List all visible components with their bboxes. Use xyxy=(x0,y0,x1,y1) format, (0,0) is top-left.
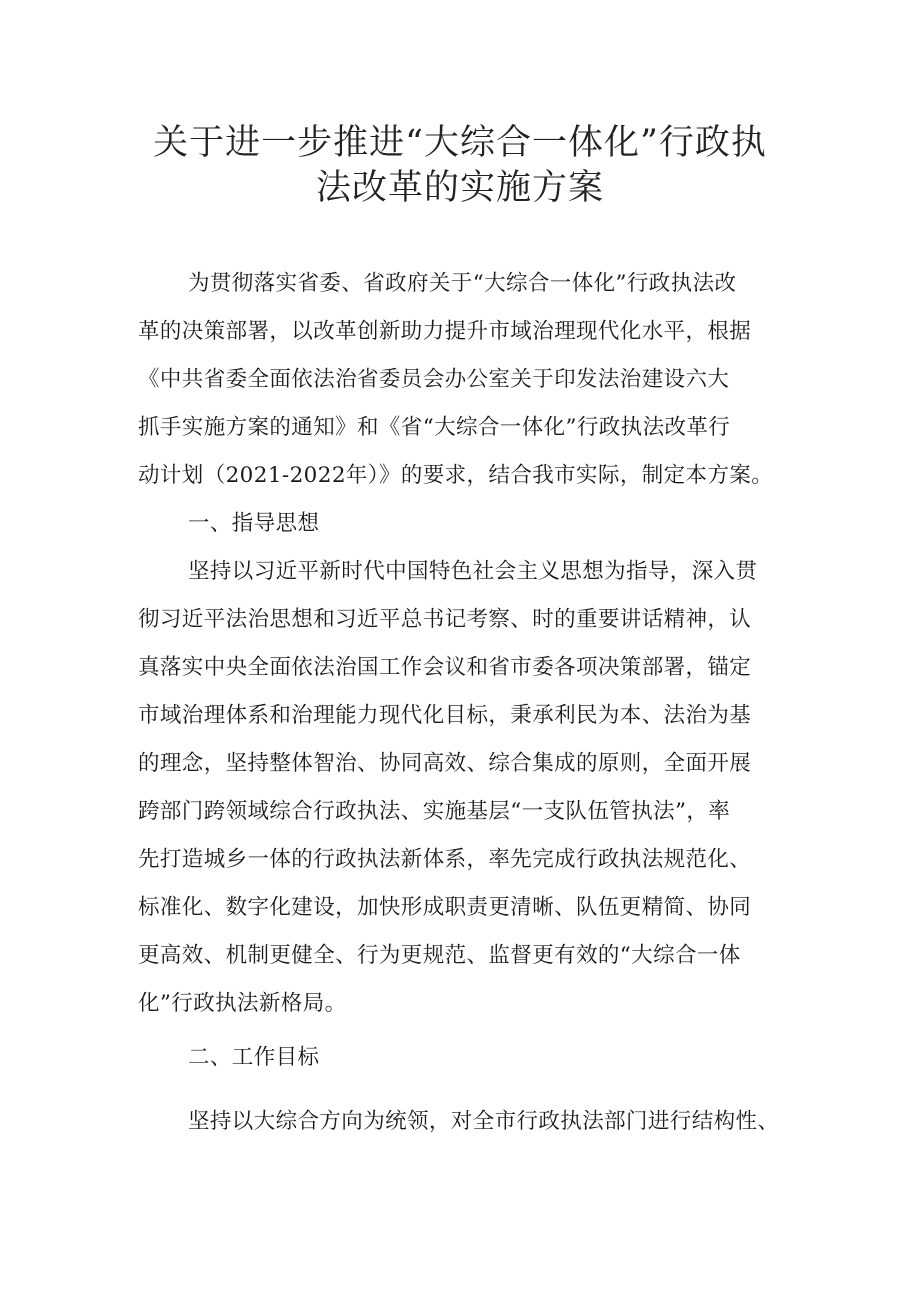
section-2-line-1: 坚持以大综合方向为统领，对全市行政执法部门进行结构性、 xyxy=(188,1109,780,1134)
section-2-heading: 二、工作目标 xyxy=(188,1045,320,1070)
document-title-line-2: 法改革的实施方案 xyxy=(315,168,604,208)
section-1-line-8: 标准化、数字化建设，加快形成职责更清晰、队伍更精简、协同 xyxy=(138,895,752,920)
section-1-line-7: 先打造城乡一体的行政执法新体系，率先完成行政执法规范化、 xyxy=(138,847,752,872)
section-1-line-4: 市域治理体系和治理能力现代化目标，秉承利民为本、法治为基 xyxy=(138,703,752,728)
document-title-line-1: 关于进一步推进“大综合一体化”行政执 xyxy=(153,123,767,163)
intro-line-3: 《中共省委全面依法治省委员会办公室关于印发法治建设六大 xyxy=(138,367,730,392)
section-1-line-2: 彻习近平法治思想和习近平总书记考察、时的重要讲话精神，认 xyxy=(138,607,752,632)
intro-line-5: 动计划（2021-2022年）》的要求，结合我市实际，制定本方案。 xyxy=(138,463,774,488)
intro-line-2: 革的决策部署，以改革创新助力提升市域治理现代化水平，根据 xyxy=(138,319,752,344)
intro-line-4: 抓手实施方案的通知》和《省“大综合一体化”行政执法改革行 xyxy=(138,415,731,440)
section-1-line-1: 坚持以习近平新时代中国特色社会主义思想为指导，深入贯 xyxy=(188,559,758,584)
section-1-line-3: 真落实中央全面依法治国工作会议和省市委各项决策部署，锚定 xyxy=(138,655,752,680)
section-1-line-10: 化”行政执法新格局。 xyxy=(138,991,347,1016)
section-1-line-5: 的理念，坚持整体智治、协同高效、综合集成的原则，全面开展 xyxy=(138,751,752,776)
section-1-heading: 一、指导思想 xyxy=(188,511,320,536)
section-1-line-6: 跨部门跨领域综合行政执法、实施基层“一支队伍管执法”，率 xyxy=(138,799,731,824)
intro-line-1: 为贯彻落实省委、省政府关于“大综合一体化”行政执法改 xyxy=(188,271,737,296)
section-1-line-9: 更高效、机制更健全、行为更规范、监督更有效的“大综合一体 xyxy=(138,943,741,968)
